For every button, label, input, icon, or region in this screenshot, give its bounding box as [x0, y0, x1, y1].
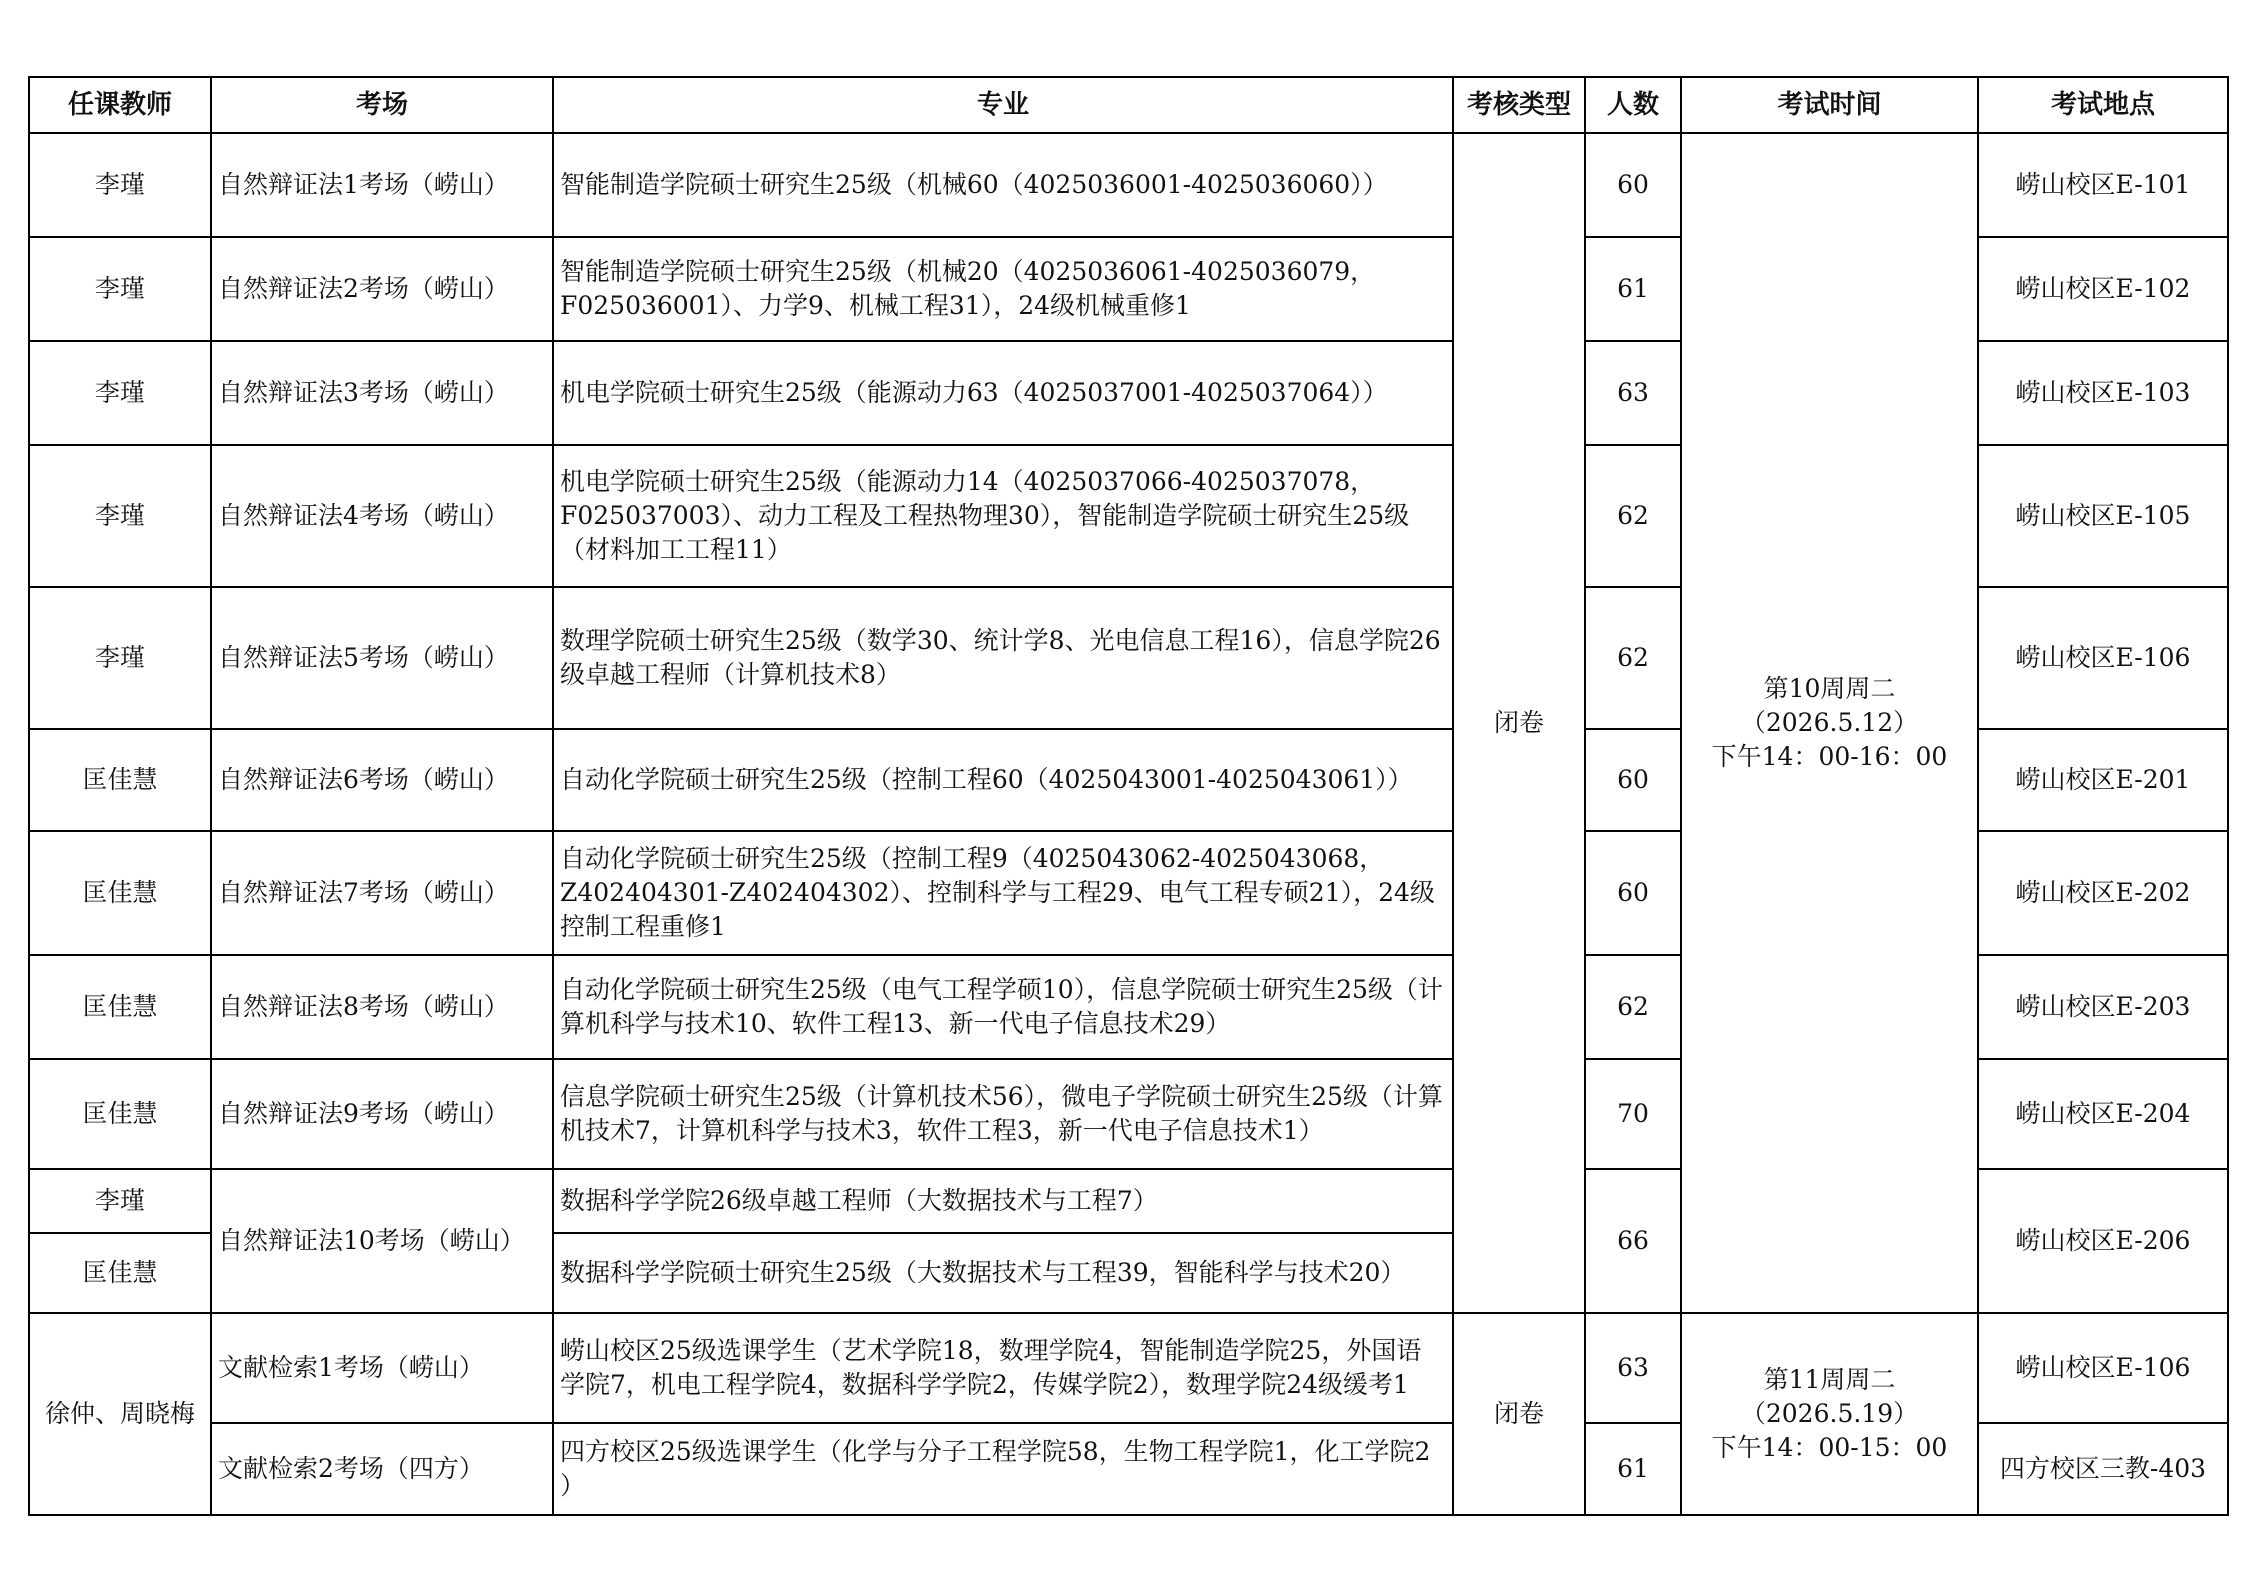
count-cell: 63 [1585, 341, 1681, 445]
exam-time-cell [1681, 1313, 1978, 1515]
teacher-cell: 李瑾 [29, 133, 211, 237]
teacher-cell: 徐仲、周晓梅 [29, 1313, 211, 1515]
count-cell: 62 [1585, 955, 1681, 1059]
table-row [29, 1313, 2228, 1423]
major-cell: 数据科学学院硕士研究生25级（大数据技术与工程39，智能科学与技术20） [553, 1233, 1453, 1313]
exam-time-week: 第11周周二 [1763, 1365, 1896, 1394]
exam-schedule-table [28, 76, 2229, 1516]
room-cell: 自然辩证法2考场（崂山） [211, 237, 553, 341]
major-cell: 机电学院硕士研究生25级（能源动力63（4025037001-4025037064）） [553, 341, 1453, 445]
teacher-cell: 李瑾 [29, 341, 211, 445]
location-cell: 崂山校区E-201 [1978, 729, 2228, 831]
header-major: 专业 [553, 77, 1453, 133]
teacher-cell: 李瑾 [29, 237, 211, 341]
count-cell: 61 [1585, 237, 1681, 341]
exam-type-cell: 闭卷 [1453, 133, 1585, 1313]
header-location: 考试地点 [1978, 77, 2228, 133]
header-exam-time: 考试时间 [1681, 77, 1978, 133]
count-cell: 61 [1585, 1423, 1681, 1515]
room-cell: 自然辩证法1考场（崂山） [211, 133, 553, 237]
exam-type-cell: 闭卷 [1453, 1313, 1585, 1515]
exam-time-cell [1681, 133, 1978, 1313]
exam-time-date: （2026.5.19） [1740, 1399, 1919, 1428]
major-cell: 信息学院硕士研究生25级（计算机技术56），微电子学院硕士研究生25级（计算机技术7，计算机科学与技术3，软件工程3，新一代电子信息技术1） [553, 1059, 1453, 1169]
header-row [29, 77, 2228, 133]
table-row [29, 133, 2228, 237]
major-cell: 数理学院硕士研究生25级（数学30、统计学8、光电信息工程16），信息学院26级卓越工程师（计算机技术8） [553, 587, 1453, 729]
room-cell: 自然辩证法7考场（崂山） [211, 831, 553, 955]
header-teacher: 任课教师 [29, 77, 211, 133]
count-cell: 63 [1585, 1313, 1681, 1423]
teacher-cell: 匡佳慧 [29, 1059, 211, 1169]
teacher-cell: 匡佳慧 [29, 729, 211, 831]
room-cell: 文献检索2考场（四方） [211, 1423, 553, 1515]
teacher-cell: 匡佳慧 [29, 831, 211, 955]
room-cell: 自然辩证法9考场（崂山） [211, 1059, 553, 1169]
location-cell: 崂山校区E-106 [1978, 1313, 2228, 1423]
location-cell: 四方校区三教-403 [1978, 1423, 2228, 1515]
count-cell: 66 [1585, 1169, 1681, 1313]
location-cell: 崂山校区E-203 [1978, 955, 2228, 1059]
room-cell: 自然辩证法4考场（崂山） [211, 445, 553, 587]
count-cell: 60 [1585, 831, 1681, 955]
major-cell: 四方校区25级选课学生（化学与分子工程学院58，生物工程学院1，化工学院2 ） [553, 1423, 1453, 1515]
header-exam-type: 考核类型 [1453, 77, 1585, 133]
major-cell: 自动化学院硕士研究生25级（控制工程9（4025043062-4025043068，Z402404301-Z402404302）、控制科学与工程29、电气工程专硕21），24级控制工程重修1 [553, 831, 1453, 955]
major-cell: 智能制造学院硕士研究生25级（机械20（4025036061-4025036079，F025036001）、力学9、机械工程31），24级机械重修1 [553, 237, 1453, 341]
room-cell: 自然辩证法5考场（崂山） [211, 587, 553, 729]
exam-time-date: （2026.5.12） [1740, 708, 1919, 737]
room-cell: 文献检索1考场（崂山） [211, 1313, 553, 1423]
location-cell: 崂山校区E-103 [1978, 341, 2228, 445]
teacher-cell: 匡佳慧 [29, 955, 211, 1059]
exam-time-hours: 下午14：00-16：00 [1711, 742, 1948, 771]
teacher-cell: 李瑾 [29, 1169, 211, 1233]
header-room: 考场 [211, 77, 553, 133]
major-cell: 智能制造学院硕士研究生25级（机械60（4025036001-4025036060）） [553, 133, 1453, 237]
teacher-cell: 匡佳慧 [29, 1233, 211, 1313]
location-cell: 崂山校区E-106 [1978, 587, 2228, 729]
count-cell: 60 [1585, 133, 1681, 237]
header-count: 人数 [1585, 77, 1681, 133]
location-cell: 崂山校区E-202 [1978, 831, 2228, 955]
major-cell: 自动化学院硕士研究生25级（控制工程60（4025043001-4025043061）） [553, 729, 1453, 831]
room-cell: 自然辩证法3考场（崂山） [211, 341, 553, 445]
major-cell: 机电学院硕士研究生25级（能源动力14（4025037066-4025037078，F025037003）、动力工程及工程热物理30），智能制造学院硕士研究生25级（材料加工工程11） [553, 445, 1453, 587]
teacher-cell: 李瑾 [29, 445, 211, 587]
room-cell: 自然辩证法6考场（崂山） [211, 729, 553, 831]
major-cell: 数据科学学院26级卓越工程师（大数据技术与工程7） [553, 1169, 1453, 1233]
teacher-cell: 李瑾 [29, 587, 211, 729]
room-cell: 自然辩证法8考场（崂山） [211, 955, 553, 1059]
exam-time-hours: 下午14：00-15：00 [1711, 1433, 1948, 1462]
major-cell: 崂山校区25级选课学生（艺术学院18，数理学院4，智能制造学院25，外国语学院7，机电工程学院4，数据科学学院2，传媒学院2），数理学院24级缓考1 [553, 1313, 1453, 1423]
count-cell: 60 [1585, 729, 1681, 831]
location-cell: 崂山校区E-204 [1978, 1059, 2228, 1169]
location-cell: 崂山校区E-101 [1978, 133, 2228, 237]
location-cell: 崂山校区E-206 [1978, 1169, 2228, 1313]
major-cell: 自动化学院硕士研究生25级（电气工程学硕10），信息学院硕士研究生25级（计算机科学与技术10、软件工程13、新一代电子信息技术29） [553, 955, 1453, 1059]
count-cell: 70 [1585, 1059, 1681, 1169]
location-cell: 崂山校区E-102 [1978, 237, 2228, 341]
exam-time-week: 第10周周二 [1763, 674, 1896, 703]
count-cell: 62 [1585, 445, 1681, 587]
location-cell: 崂山校区E-105 [1978, 445, 2228, 587]
count-cell: 62 [1585, 587, 1681, 729]
room-cell: 自然辩证法10考场（崂山） [211, 1169, 553, 1313]
